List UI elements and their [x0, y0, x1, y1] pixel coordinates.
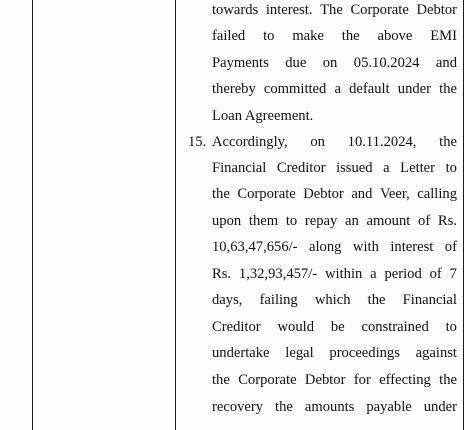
- text-line: [212, 54, 457, 72]
- word: thereby: [212, 81, 256, 97]
- word: of: [429, 266, 442, 282]
- word: 1,32,93,457/-: [238, 266, 318, 282]
- word: the: [439, 81, 457, 97]
- word: 10.11.2024,: [347, 134, 417, 150]
- word: failed: [212, 28, 246, 44]
- word: Payments: [212, 55, 269, 71]
- word: committed: [263, 81, 327, 97]
- word: a: [370, 266, 377, 282]
- word: above: [377, 28, 413, 44]
- text-line: Loan Agreement.: [212, 108, 314, 124]
- word: Corporate: [350, 2, 409, 18]
- word: recovery: [212, 399, 264, 415]
- word: legal: [285, 345, 314, 361]
- word: be: [330, 319, 345, 335]
- table-left-border: [32, 0, 33, 430]
- word: Letter: [400, 160, 436, 176]
- word: Rs.: [437, 213, 457, 229]
- text-line: [212, 212, 457, 230]
- table-column-divider: [175, 0, 176, 430]
- word: issued: [336, 160, 373, 176]
- word: repay: [304, 213, 338, 229]
- word: effecting: [379, 372, 431, 388]
- word: Debtor: [303, 186, 344, 202]
- word: of: [418, 213, 431, 229]
- word: Corporate: [237, 186, 296, 202]
- word: Rs.: [212, 266, 232, 282]
- word: on: [310, 134, 325, 150]
- word: and: [435, 55, 457, 71]
- word: Corporate: [238, 372, 297, 388]
- word: amounts: [304, 399, 355, 415]
- word: Financial: [212, 160, 267, 176]
- word: under: [397, 81, 431, 97]
- word: constrained: [361, 319, 429, 335]
- word: the: [367, 292, 386, 308]
- word: 7: [449, 266, 457, 282]
- word: within: [325, 266, 363, 282]
- text-line: [212, 265, 457, 283]
- word: proceedings: [329, 345, 400, 361]
- word: along: [309, 239, 342, 255]
- word: 05.10.2024: [353, 55, 420, 71]
- word: upon: [212, 213, 242, 229]
- text-line: [212, 159, 457, 177]
- word: the: [212, 372, 230, 388]
- text-line: [212, 1, 457, 19]
- word: period: [384, 266, 422, 282]
- word: make: [292, 28, 324, 44]
- word: to: [263, 28, 275, 44]
- word: on: [322, 55, 338, 71]
- text-line: [212, 344, 457, 362]
- word: Debtor: [304, 372, 346, 388]
- table-right-border: [463, 0, 464, 430]
- word: which: [314, 292, 351, 308]
- word: the: [341, 28, 360, 44]
- text-line: [212, 398, 457, 416]
- word: failing: [259, 292, 298, 308]
- word: default: [349, 81, 390, 97]
- word: under: [423, 399, 457, 415]
- word: Veer,: [379, 186, 410, 202]
- word: amount: [366, 213, 411, 229]
- text-line: [212, 133, 457, 151]
- word: EMI: [430, 28, 457, 44]
- word: payable: [366, 399, 412, 415]
- word: with: [352, 239, 379, 255]
- word: interest: [390, 239, 434, 255]
- word: an: [345, 213, 359, 229]
- word: to: [445, 160, 457, 176]
- word: to: [445, 319, 457, 335]
- word: towards: [212, 2, 259, 18]
- word: would: [277, 319, 314, 335]
- word: The: [320, 2, 343, 18]
- word: the: [439, 372, 457, 388]
- word: calling: [417, 186, 457, 202]
- word: interest.: [265, 2, 313, 18]
- text-line: [212, 27, 457, 45]
- word: a: [383, 160, 390, 176]
- paragraph-number: 15.: [188, 134, 207, 150]
- word: the: [212, 186, 230, 202]
- word: Financial: [402, 292, 457, 308]
- text-line: [212, 291, 457, 309]
- word: Accordingly,: [212, 134, 288, 150]
- word: undertake: [212, 345, 270, 361]
- text-line: [212, 238, 457, 256]
- word: 10,63,47,656/-: [212, 239, 298, 255]
- word: of: [444, 239, 457, 255]
- word: for: [353, 372, 371, 388]
- text-line: [212, 185, 457, 203]
- word: and: [351, 186, 373, 202]
- text-line: [212, 371, 457, 389]
- word: to: [285, 213, 298, 229]
- word: due: [285, 55, 307, 71]
- word: Creditor: [212, 319, 261, 335]
- word: a: [334, 81, 341, 97]
- text-line: [212, 80, 457, 98]
- word: the: [275, 399, 293, 415]
- word: Creditor: [276, 160, 326, 176]
- word: them: [248, 213, 279, 229]
- word: Debtor: [416, 2, 457, 18]
- text-line: [212, 318, 457, 336]
- word: the: [439, 134, 457, 150]
- word: days,: [212, 292, 243, 308]
- word: against: [415, 345, 457, 361]
